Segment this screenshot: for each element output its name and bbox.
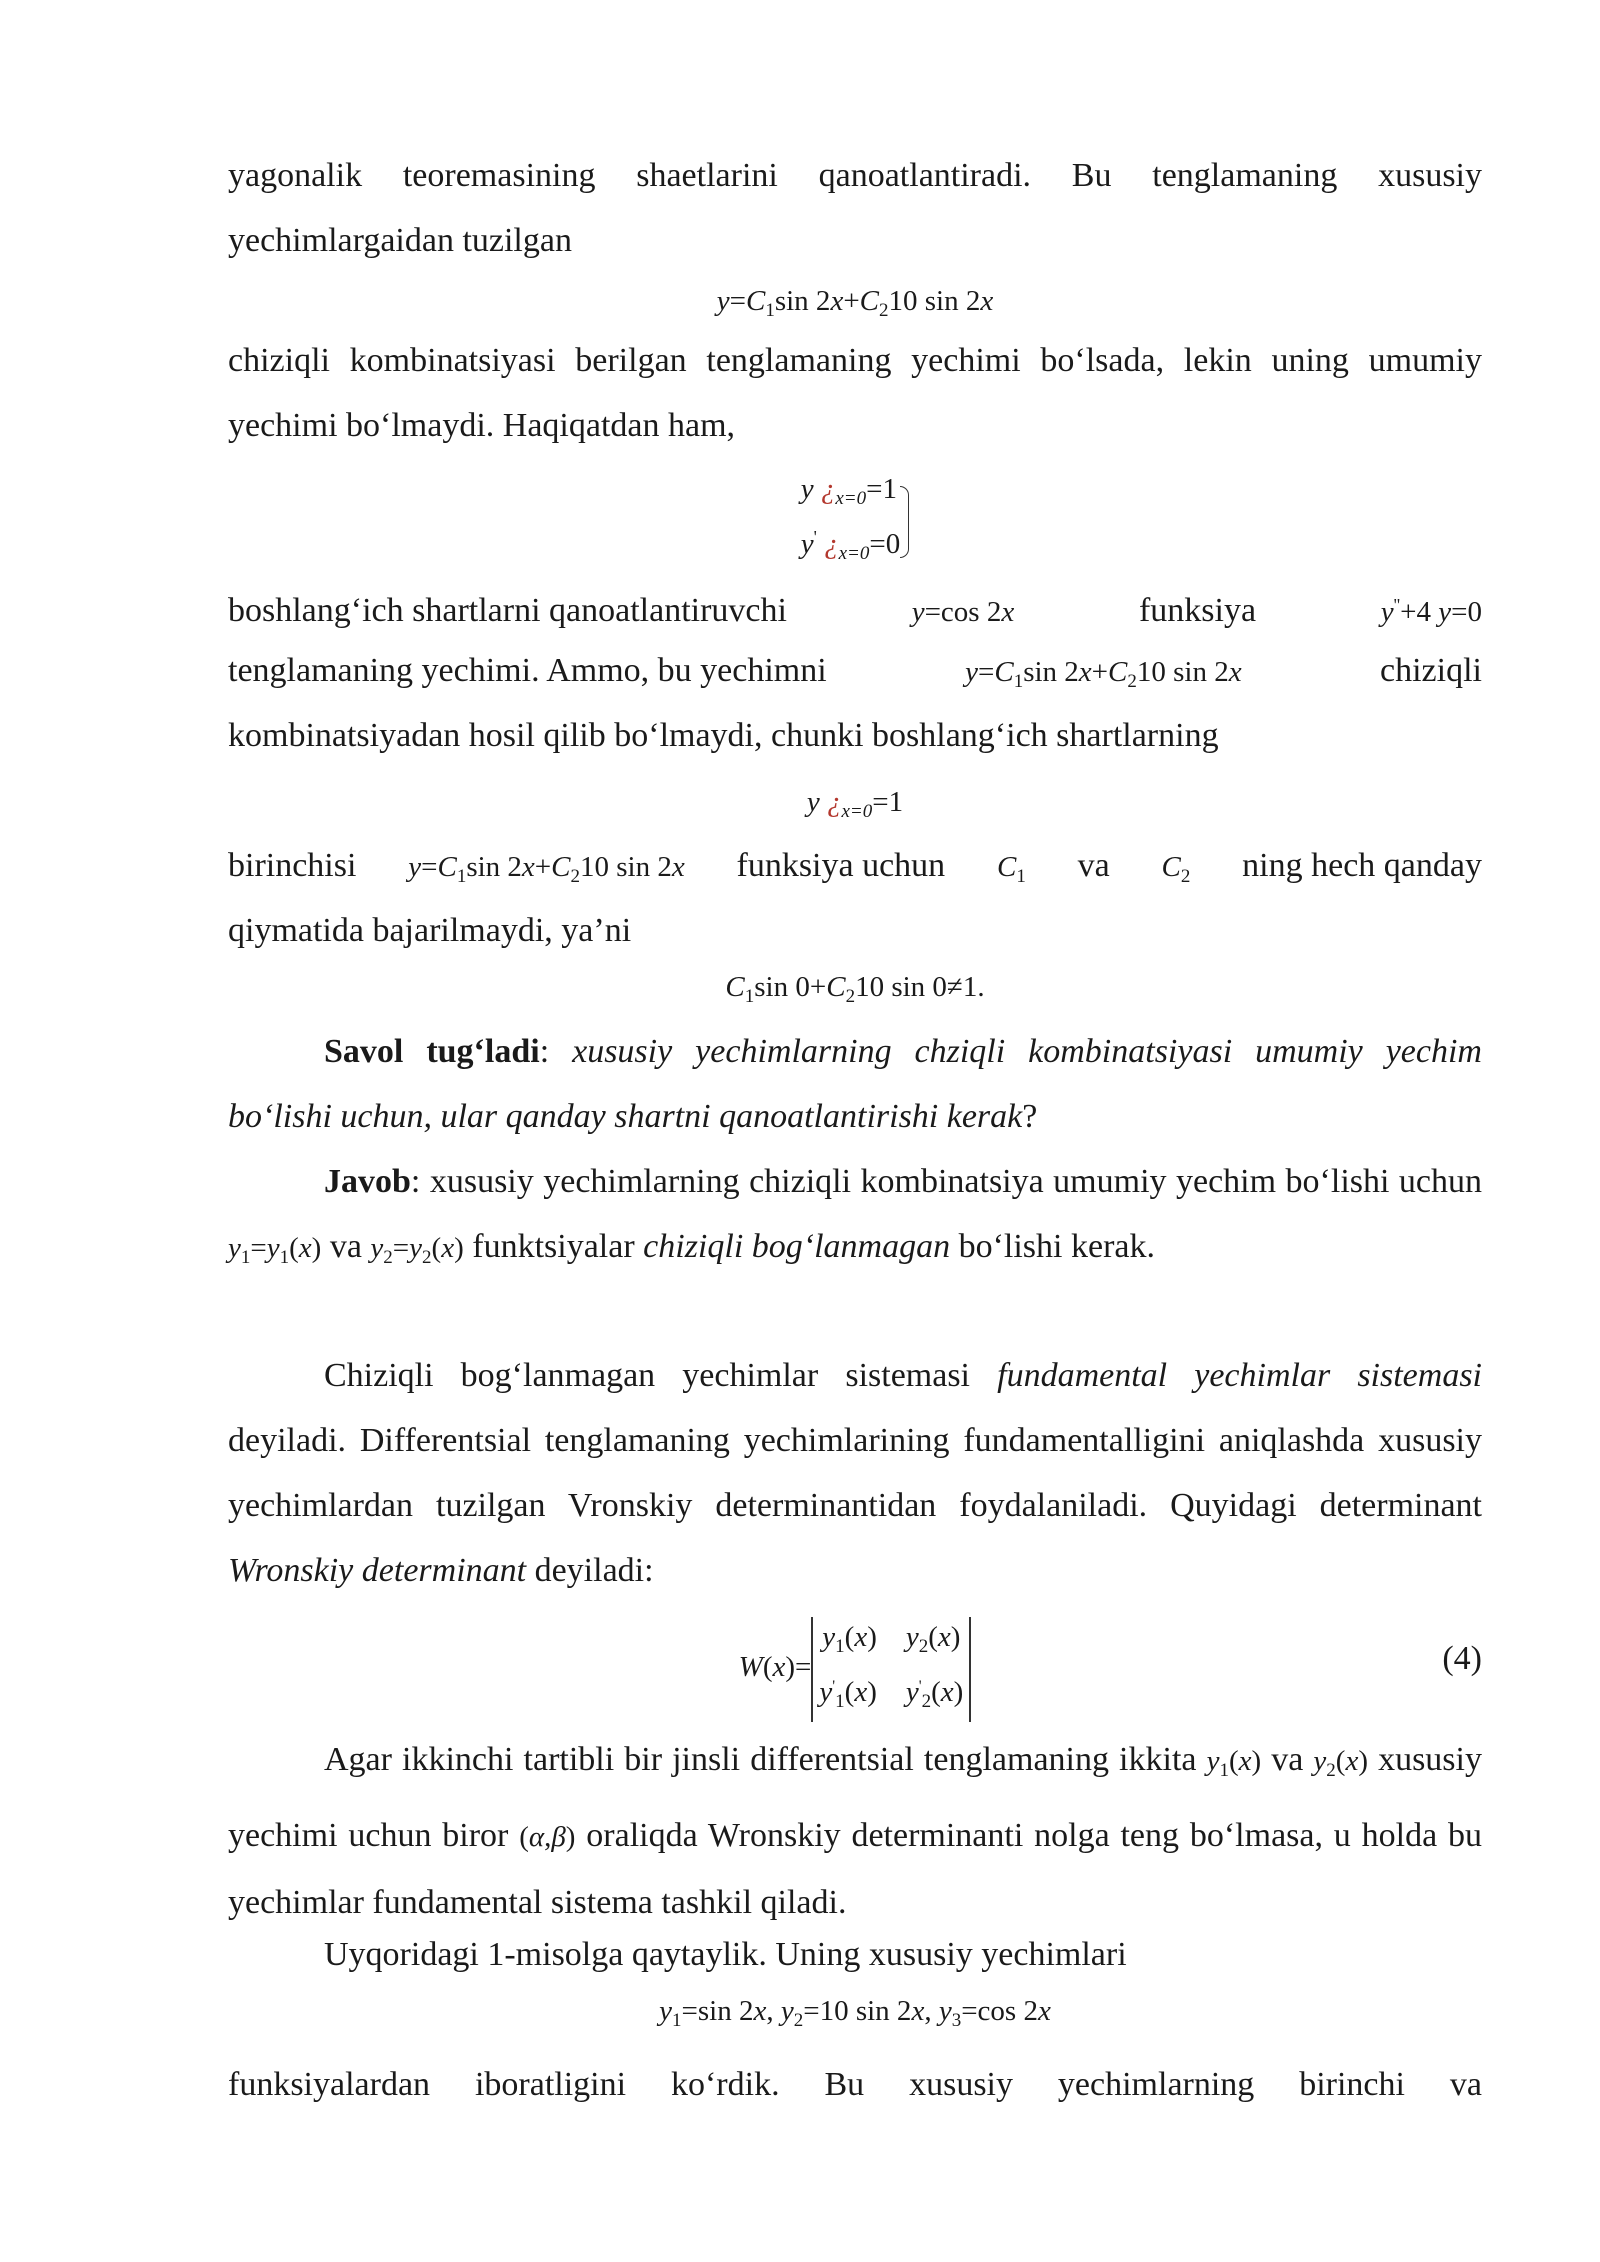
fundamental-text-b: deyiladi. Differentsial tenglamaning yechimlarining fundamentalligini aniqlashda xususiy yechimlardan tuzilgan Vronskiy determinantidan foydalaniladi. Quyidagi determinant [228,1422,1482,1524]
paragraph-4-text-b: chiziqli [1380,652,1482,689]
formula-y1: $y_1=y_1(x)$ [228,1232,322,1268]
formula-linear-combination: $y=C_1\sin$ $2x+C_210$ sin 2x [716,285,994,321]
answer-paragraph [228,1149,1482,1290]
last-paragraph: funksiyalardan iboratligini ko‘rdik. Bu xususiy yechimlarning birinchi va [228,2066,1482,2103]
formula-interval: (α,β) [519,1821,576,1853]
answer-text-b: funktsiyalar [472,1228,635,1265]
paragraph-6-text-d: ning hech qanday [1242,847,1482,884]
question-text: xususiy yechimlarning chziqli kombinatsiyasi umumiy yechim bo‘lishi uchun, ular qanday shartni qanoatlantirishi kerak [228,1033,1482,1135]
paragraph-1: yagonalik teoremasining shaetlarini qanoatlantiradi. Bu tenglamaning xususiy yechimlargaidan tuzilgan [228,157,1482,259]
answer-text-a: : xususiy yechimlarning chiziqli kombinatsiya umumiy yechim bo‘lishi uchun [410,1163,1482,1200]
paragraph-4-text-a: tenglamaning yechimi. Ammo, bu yechimni [228,652,827,689]
fundamental-italic: fundamental yechimlar sistemasi [997,1357,1482,1394]
answer-italic: chiziqli bog‘lanmagan [643,1228,951,1265]
formula-initial-conditions: y ¿$_{x=0}=1$ y' ¿$_{x=0}=0$ [228,470,1482,573]
question-label: Savol tug‘ladi [324,1033,540,1070]
question-colon: : [539,1033,550,1070]
formula-ode: y''+4 y=0 [1380,595,1482,628]
answer-label: Javob [324,1163,411,1200]
paragraph-3 [228,573,1482,645]
paragraph-6-text-a: birinchisi [228,847,357,884]
formula-not-equal: $C_1\sin$ $0+C_210$ sin 0≠1. [725,971,985,1007]
formula-wronskian: W(x)= $y_1(x)$ $y_2(x)$ $y'_1(x)$ $y'_2(x)$ [228,1617,1482,1722]
equation-number: (4) [1442,1640,1482,1677]
fundamental-paragraph [228,1343,1482,1603]
formula-y2x: $y_2(x)$ [1313,1745,1368,1781]
formula-first-condition: y ¿$_{x=0}=1$ [806,786,904,822]
fundamental-text-c: deyiladi: [534,1552,654,1589]
agar-text-c: oraliqda Wronskiy determinanti nolga teng bo‘lmasa, u holda bu yechimlar fundamental sistema tashkil qiladi. [228,1817,1482,1921]
answer-text-c: bo‘lishi kerak. [958,1228,1155,1265]
agar-text-b: xususiy yechimi uchun biror [228,1741,1482,1854]
formula-combination-inline-2: $y=C_1\sin$ $2x+C_210$ sin 2x [408,851,685,887]
question-paragraph [228,1019,1482,1149]
misol-paragraph: Uyqoridagi 1-misolga qaytaylik. Uning xususiy yechimlari [324,1936,1127,1973]
paragraph-3-text-b: funksiya [1138,592,1257,629]
paragraph-2: chiziqli kombinatsiyasi berilgan tenglamaning yechimi bo‘lsada, lekin uning umumiy yechimi bo‘lmaydi. Haqiqatdan ham, [228,342,1482,444]
agar-text-a: Agar ikkinchi tartibli bir jinsli differentsial tenglamaning ikkita [324,1741,1197,1778]
formula-y2: $y_2=y_2(x)$ [370,1232,464,1268]
formula-combination-inline: $y=C_1\sin$ $2x+C_210$ sin 2x [965,656,1242,692]
formula-c1: $C_1$ [996,851,1026,887]
paragraph-7: qiymatida bajarilmaydi, ya’ni [228,912,632,949]
paragraph-6-text-c: va [1077,847,1110,884]
fundamental-text-a: Chiziqli bog‘lanmagan yechimlar sistemasi [324,1357,971,1394]
paragraph-6-text-b: funksiya uchun [736,847,946,884]
agar-paragraph [228,1727,1482,1935]
agar-va: va [1271,1741,1304,1778]
formula-c2: $C_2$ [1161,851,1191,887]
question-mark: ? [1022,1098,1038,1135]
paragraph-5: kombinatsiyadan hosil qilib bo‘lmaydi, chunki boshlang‘ich shartlarning [228,717,1219,754]
answer-va: va [329,1228,362,1265]
paragraph-3-text-a: boshlang‘ich shartlarni qanoatlantiruvchi [228,592,787,629]
wronskiy-italic: Wronskiy determinant [228,1552,527,1589]
formula-particular-solutions: $y_1=\sin$ 2x, $y_2=10$ sin 2x, $y_3=\cos$ 2x [659,1995,1051,2031]
formula-y-cos2x: y=cos 2x [911,596,1015,628]
formula-y1x: $y_1(x)$ [1206,1745,1262,1781]
